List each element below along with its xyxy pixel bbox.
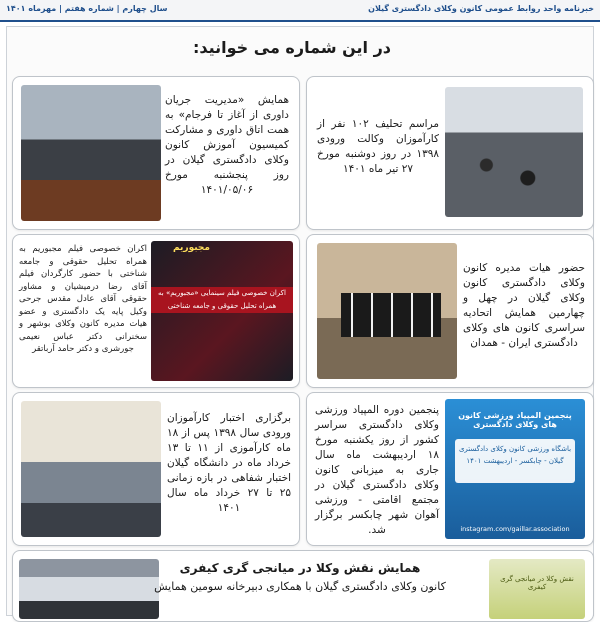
news-card-swearing-ceremony[interactable] xyxy=(306,76,594,230)
exam-room-photo xyxy=(21,401,161,537)
newsletter-title: خبرنامه واحد روابط عمومی کانون وکلای دادگستری گیلان xyxy=(368,4,594,13)
film-poster xyxy=(151,241,293,381)
ceremony-hall-photo xyxy=(445,87,583,217)
news-card-text: مراسم تحلیف ۱۰۲ نفر از کارآموزان وکالت ورودی ۱۳۹۸ در روز دوشنبه مورخ ۲۷ تیر ماه ۱۴۰۱ xyxy=(317,118,439,175)
news-card-bar-union-conference[interactable] xyxy=(306,234,594,388)
news-card-text: همایش «مدیریت جریان داوری از آغاز تا فرجام» به همت اتاق داوری و مشارکت کمیسیون آموزش کانون وکلای دادگستری گیلان در روز پنجشنبه مورخ ۱۴۰۱/۰۵/۰۶ xyxy=(165,94,289,196)
section-title: در این شماره می خوانید: xyxy=(192,38,392,57)
flyer-instagram-link: instagram.com/gaillar.association xyxy=(460,525,570,533)
news-card-text: پنجمین دوره المپیاد ورزشی وکلای دادگستری سراسر کشور از روز یکشنبه مورخ ۱۸ اردیبهشت ماه سال جاری به میزبانی کانون وکلای دادگستری گیلان در مجتمع اقامتی - ورزشی آهوان شهر چابکسر برگزار شد. xyxy=(315,404,439,536)
news-card-arbitration-conference[interactable] xyxy=(12,76,300,230)
mediation-card-title: همایش نقش وکلا در میانجی گری کیفری xyxy=(179,561,421,575)
conference-stage-photo xyxy=(21,85,161,221)
poster-band: اکران خصوصی فیلم سینمایی «مجبوریم» به همراه تحلیل حقوقی و جامعه شناختی xyxy=(151,287,293,313)
flyer-info-box: باشگاه ورزشی کانون وکلای دادگستری گیلان - چابکسر - اردیبهشت ۱۴۰۱ xyxy=(455,439,575,483)
board-members-figures xyxy=(341,293,441,337)
mediation-card-text: کانون وکلای دادگستری گیلان با همکاری دبیرخانه سومین همایش xyxy=(154,580,446,593)
newsletter-header-bar xyxy=(0,0,600,22)
mediation-green-banner xyxy=(489,559,585,619)
news-card-film-screening[interactable] xyxy=(12,234,300,388)
news-card-text: برگزاری اختبار کارآموزان ورودی سال ۱۳۹۸ پس از ۱۸ ماه کارآموزی از ۱۱ تا ۱۳ خرداد ماه در دانشگاه گیلان اختبار شفاهی در بازه زمانی ۲۵ تا ۲۷ خرداد ماه سال ۱۴۰۱ xyxy=(167,412,291,514)
news-card-text: حضور هیات مدیره کانون وکلای دادگستری کانون وکلای گیلان در چهل و چهارمین همایش اتحادیه سراسری کانون های وکلای دادگستری ایران - همدان xyxy=(463,262,585,349)
board-members-photo xyxy=(317,243,457,379)
news-card-sports-olympiad[interactable] xyxy=(306,392,594,546)
news-card-text: اکران خصوصی فیلم مجبوریم به همراه تحلیل حقوقی و جامعه شناختی با حضور کارگردان فیلم آقای رضا درمیشیان و مشاور حقوقی آقای عادل مقدس جرحی وکیل پایه یک دادگستری و عضو هیات مدیره کانون وکلای بوشهر و سخنرانی دکتر عباس نعیمی جورشری و دکتر حامد آرباتقر xyxy=(19,244,147,354)
issue-info: سال چهارم | شماره هفتم | مهرماه ۱۴۰۱ xyxy=(6,4,168,13)
green-banner-caption: نقش وکلا در میانجی گری کیفری xyxy=(500,575,574,591)
poster-title: مجبوریم xyxy=(173,243,210,253)
olympiad-flyer xyxy=(445,399,585,539)
flyer-title: پنجمین المپیاد ورزشی کانون های وکلای دادگستری xyxy=(458,411,572,429)
news-card-trainee-exam[interactable] xyxy=(12,392,300,546)
